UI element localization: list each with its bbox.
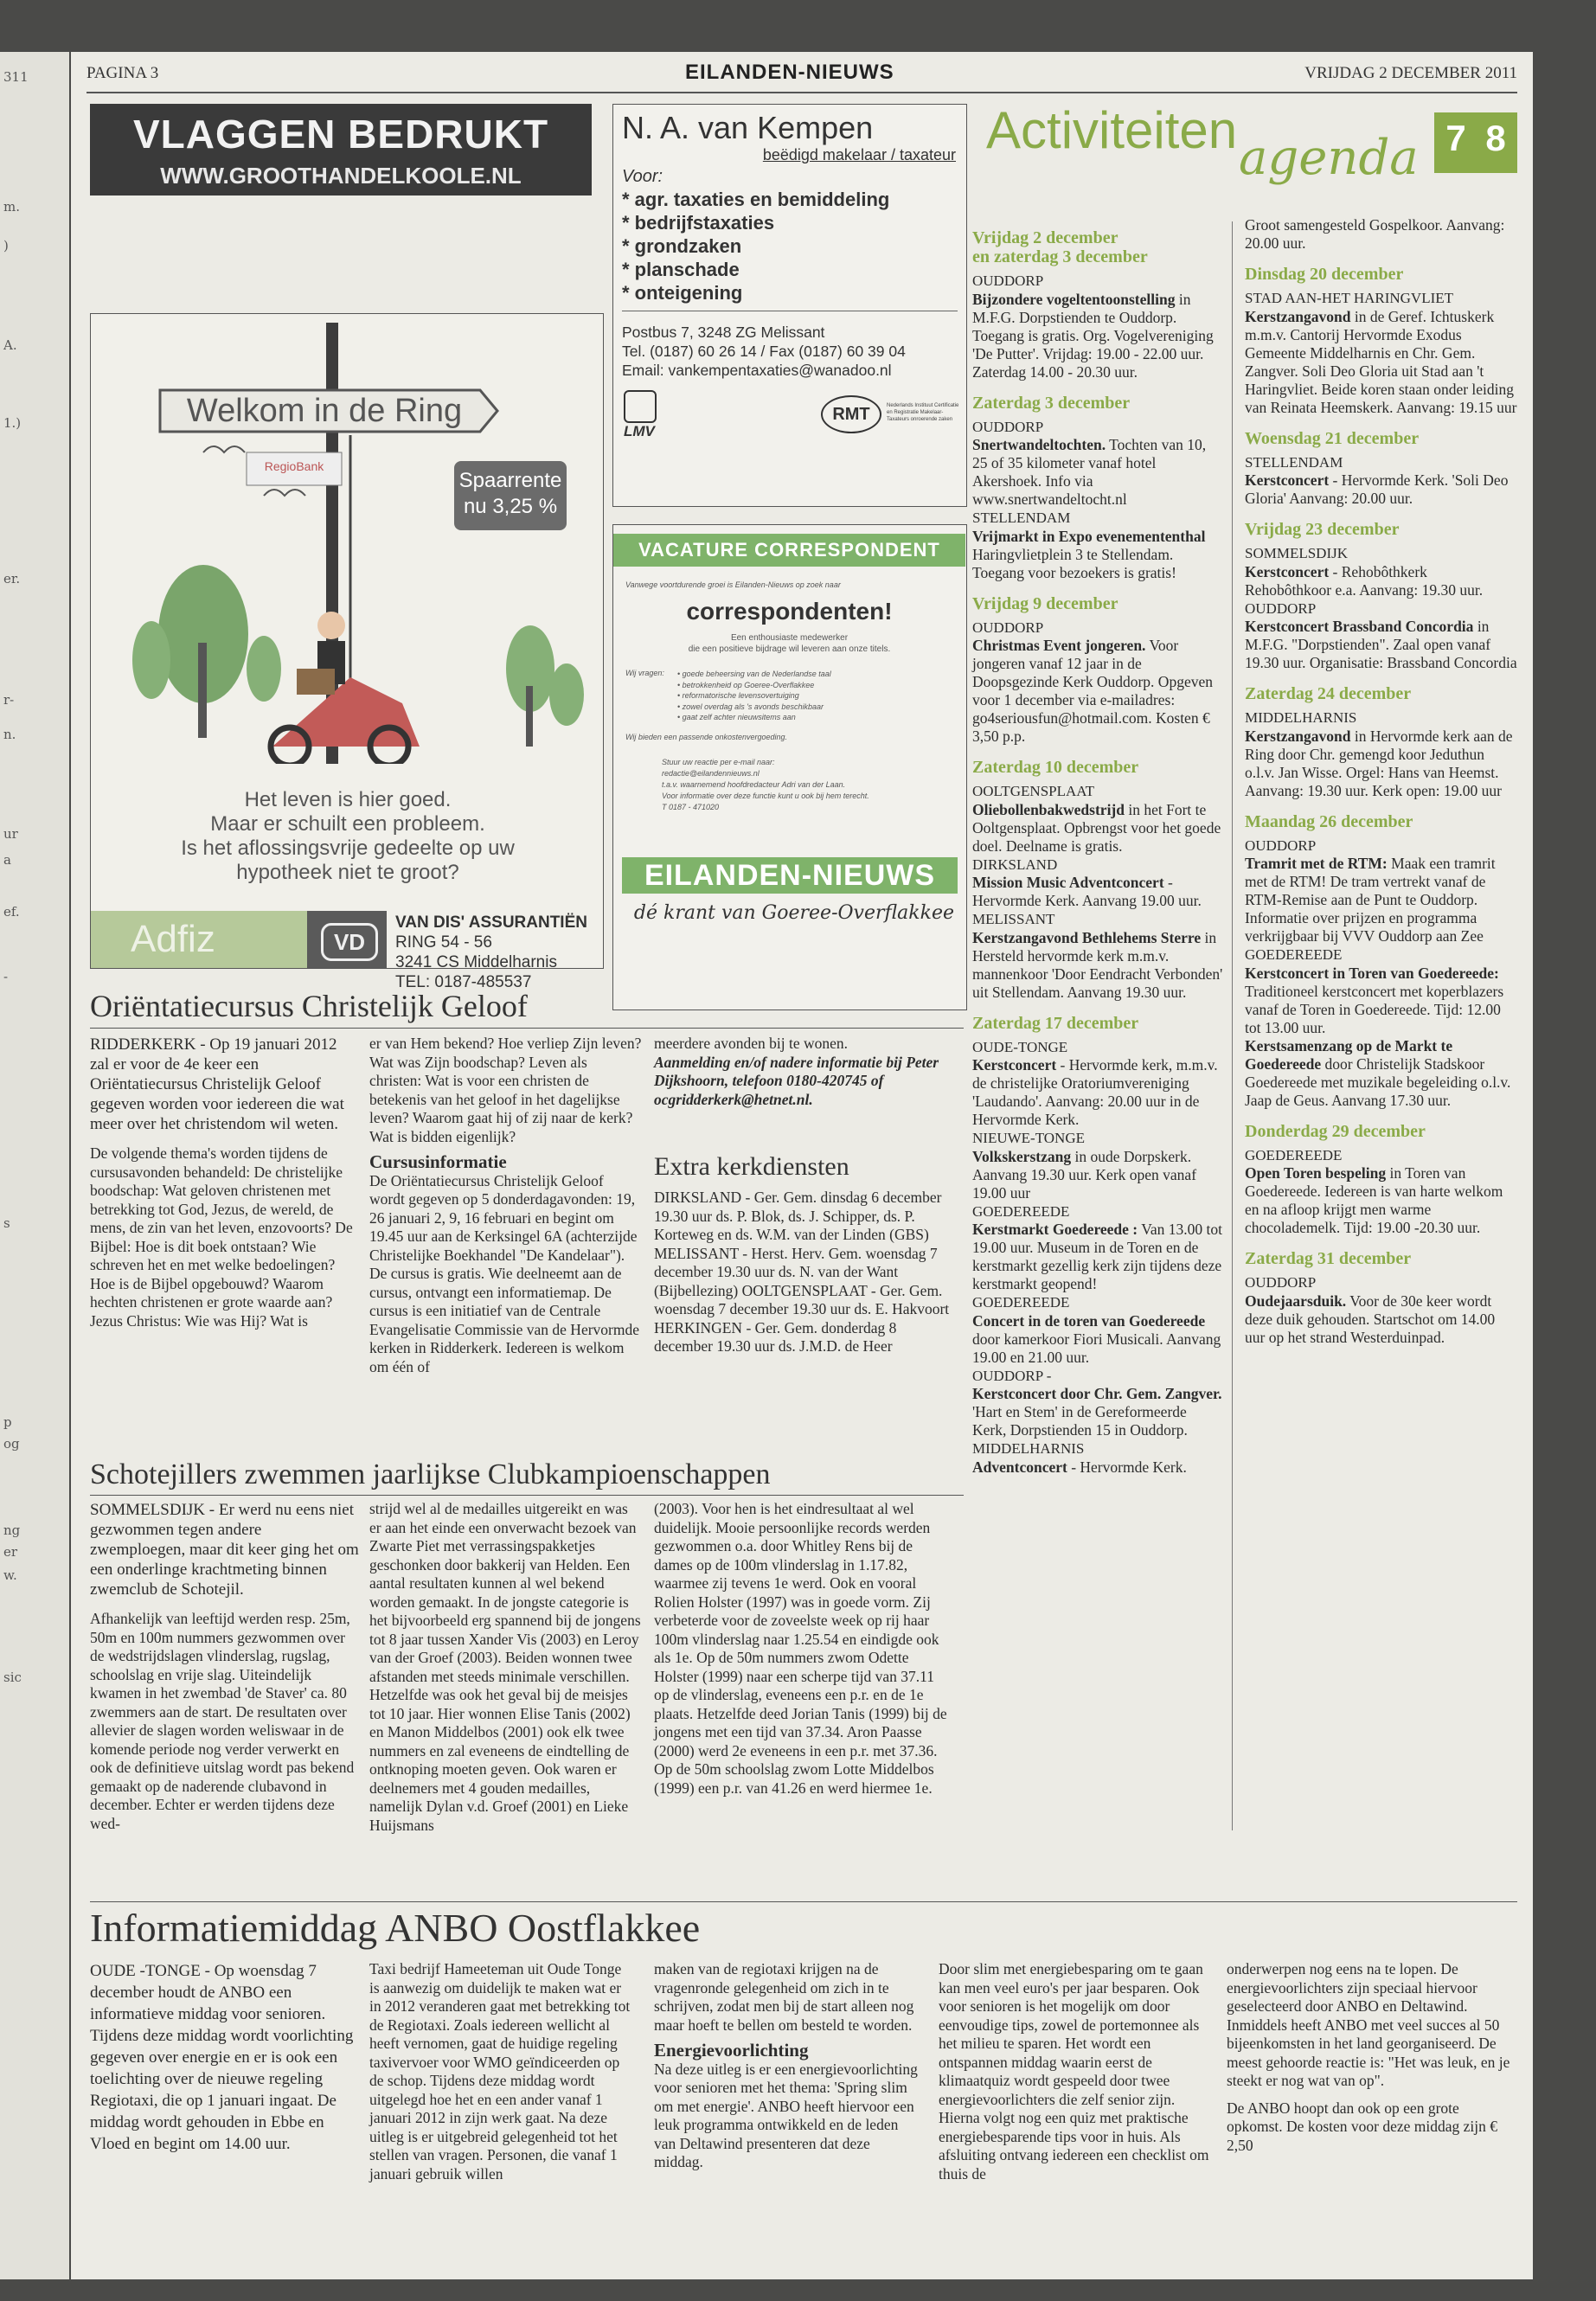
agenda-location: OUDDORP <box>1245 836 1317 854</box>
agenda-entry-text: - Rehobôthkerk Rehobôthkoor e.a. Aanvang: 19.30 uur. <box>1245 562 1484 599</box>
kempen-email: Email: vankempentaxaties@wanadoo.nl <box>622 362 892 379</box>
agenda-entry-text: in de Geref. Ichtuskerk m.m.v. Cantorij Hervormde Exodus Gemeente Middelharnis en Chr. Gem. Zangver. Soli Deo Gloria uit Stad aan 't Haringvliet. Beide koren staan onder leiding van Reinata Heemskerk. Aanvang: 19.15 uur <box>1245 307 1517 416</box>
article-zwemmen-title: Schotejillers zwemmen jaarlijkse Clubkampioenschappen <box>90 1458 771 1490</box>
agenda-day-heading: Donderdag 29 december <box>1245 1121 1426 1141</box>
vacature-intro: Vanwege voortdurende groei is Eilanden-Nieuws op zoek naar <box>625 580 841 589</box>
agenda-entry-title: Kerstmarkt Goedereede : <box>972 1221 1138 1238</box>
agenda-day-heading: Zaterdag 10 december <box>972 758 1139 777</box>
orientatie-subhead: Cursusinformatie <box>369 1151 507 1172</box>
agenda-entry-title: Oudejaarsduik. <box>1245 1292 1347 1310</box>
vandis-city: 3241 CS Middelharnis <box>395 953 557 971</box>
margin-fragment: p <box>3 1414 12 1430</box>
agenda-location: NIEUWE-TONGE <box>972 1130 1085 1146</box>
anbo-lead: OUDE -TONGE - Op woensdag 7 december houdt de ANBO een informatieve middag voor senioren. Tijdens deze middag wordt voorlichting gegeven over energie en er is ook een toelichting over de nieuwe regeling Regiotaxi, die op 1 januari ingaat. De middag wordt gehouden in Ebbe en Vloed en begint om 14.00 uur. <box>90 1962 354 2153</box>
agenda-location: STELLENDAM <box>1245 453 1343 471</box>
ring-slogan <box>91 788 605 885</box>
agenda-entry-text: Traditioneel kerstconcert met koperblazers vanaf de Toren in Goedereede. Tijd: 12.00 tot 13.00 uur. <box>1245 982 1504 1036</box>
agenda-day-heading: Vrijdag 9 december <box>972 593 1118 613</box>
vacature-contact-line: t.a.v. waarnemend hoofdredacteur Adri van der Laan. <box>662 780 846 789</box>
agenda-entry-text: Van 13.00 tot 19.00 uur. Museum in de Toren en de kerstmarkt gezellig kerk zijn tijdens deze kerstmarkt geopend! <box>972 1221 1223 1292</box>
margin-fragment: og <box>3 1436 20 1452</box>
kempen-role: beëdigd makelaar / taxateur <box>762 146 956 163</box>
zwemmen-col-3: (2003). Voor hen is het eindresultaat al wel duidelijk. Mooie persoonlijke records werden gezwommen o.a. door Whitley Rens bij de dames op de 100m vlinderslag in 1.17.82, waarmee zij tevens 1e werd. Ook en vooral Rolien Holster (1997) was in goede vorm. Zij verbeterde voor de zoveelste week op rij haar 100m vlinderslag naar 1.25.54 en eindigde ook als 1e. Op de 50m nummers zwom Odette Holster (1999) naar een scherpe tijd van 37.11 op de vlinderslag, eveneens een p.r. en de 1e plaats. Hetzelfde deed Jorian Tanis (1999) bij de jongens met een tijd van 37.34. Aron Paasse (2000) werd 2e eveneens in een p.r. met 37.36. Op de 50m schoolslag zwom Lotte Middelbos (1999) een p.r. van 41.26 en werd hiermee 1e. <box>654 1500 947 1797</box>
article-anbo-title: Informatiemiddag ANBO Oostflakkee <box>90 1906 701 1950</box>
issue-date: VRIJDAG 2 DECEMBER 2011 <box>1304 64 1517 82</box>
kempen-service-item: * grondzaken <box>622 235 742 257</box>
agenda-entry-text: door Christelijk Stadskoor Goedereede met muzikale begeleiding o.l.v. Jaap de Geus. Aanvang 17.30 uur. <box>1245 1054 1511 1109</box>
agenda-entry-text: Groot samengesteld Gospelkoor. Aanvang: 20.00 uur. <box>1245 216 1505 252</box>
vacature-offer: Wij bieden een passende onkostenvergoeding. <box>625 733 788 741</box>
agenda-entry-text: in Hervormde kerk aan de Ring door Chr. gemengd koor Jeduthun o.l.v. Jan Wisse. Orgel: Hans van Heemst. Aanvang: 19.30 uur. Kerk open: 19.00 uur <box>1245 727 1513 799</box>
agenda-location: GOEDEREEDE <box>1245 1146 1343 1163</box>
ad-flags <box>90 104 592 195</box>
adfiz-block <box>91 911 307 968</box>
agenda-entry <box>972 801 1223 856</box>
vacature-ask: Wij vragen: <box>625 669 664 677</box>
agenda-entry <box>972 929 1223 1002</box>
agenda-entry-title: Kerstsamenzang op de Markt te Goedereede <box>1245 1036 1453 1073</box>
agenda-entry-text: door kamerkoor Fiori Musicali. Aanvang 19.00 en 21.00 uur. <box>972 1330 1221 1366</box>
kerkdiensten-body: DIRKSLAND - Ger. Gem. dinsdag 6 december 19.30 uur ds. P. Blok, ds. J. Schipper, ds. P. Korteweg en ds. W.M. van der Linden (GBS) MELISSANT - Herst. Herv. Gem. woensdag 7 december 19.30 uur ds. N. van der Want (Bijbellezing) OOLTGENSPLAAT - Ger. Gem. woensdag 7 december 19.30 uur ds. E. Hakvoort HERKINGEN - Ger. Gem. donderdag 8 december 19.30 uur ds. J.M.D. de Heer <box>654 1189 950 1355</box>
agenda-entry-title: Tramrit met de RTM: <box>1245 855 1388 872</box>
kempen-address: Postbus 7, 3248 ZG Melissant <box>622 324 825 341</box>
orientatie-lead: RIDDERKERK - Op 19 januari 2012 zal er voor de 4e keer een Oriëntatiecursus Christelijk Geloof gegeven worden voor iedereen die wat meer over het christendom wil weten. <box>90 1035 344 1133</box>
agenda-location: MIDDELHARNIS <box>1245 709 1357 726</box>
kempen-service-item: * planschade <box>622 259 740 280</box>
agenda-entry-title: Kerstconcert <box>1245 562 1330 580</box>
agenda-title: Activiteiten <box>986 101 1238 159</box>
vandis-name: VAN DIS' ASSURANTIËN <box>395 913 587 932</box>
agenda-location: MIDDELHARNIS <box>972 1440 1085 1457</box>
agenda-entry-title: Open Toren bespeling <box>1245 1164 1387 1182</box>
vacature-bullet: • goede beheersing van de Nederlandse taal <box>677 670 831 678</box>
zwemmen-body-1: Afhankelijk van leeftijd werden resp. 25m, 50m en 100m nummers gezwommen over de wedstrijdslagen vlinderslag, rugslag, schoolslag en vrije slag. Uiteindelijk kwamen in het zwembad 'de Staver' ca. 80 zwemmers aan de start. De resultaten over allevier de slagen worden weliswaar in de komende periode nog verder verwerkt en ook de definitieve uitslag wordt pas bekend gemaakt op de naderende clubavond in december. Echter er werden tijdens deze wed- <box>90 1610 355 1832</box>
agenda-entry-title: Bijzondere vogeltentoonstelling <box>972 290 1176 308</box>
agenda-entry-title: Kerstconcert in Toren van Goedereede: <box>1245 964 1499 982</box>
ring-rate: Spaarrente nu 3,25 % <box>458 469 562 518</box>
margin-fragment: sic <box>3 1670 22 1685</box>
agenda-entry <box>1245 216 1517 253</box>
vd-logo-block <box>307 911 387 968</box>
anbo-top-rule <box>90 1901 1517 1902</box>
agenda-entry-text: in M.F.G. Dorpstienden te Ouddorp. Toegang is gratis. Org. Vogelvereniging 'De Putter'. Vrijdag: 19.00 - 22.00 uur. Zaterdag 14.00 - 20.30 uur. <box>972 290 1214 381</box>
agenda-entry-text: in het Fort te Ooltgensplaat. Opbrengst voor het goede doel. Deelname is gratis. <box>972 800 1221 855</box>
regiobank-logo: RegioBank <box>264 459 324 473</box>
agenda-entry-title: Snertwandeltochten. <box>972 436 1106 453</box>
agenda-entry <box>972 1221 1223 1293</box>
margin-strip <box>0 52 69 2279</box>
margin-fragment: n. <box>3 727 16 742</box>
vacature-sub: Een enthousiaste medewerker die een positieve bijdrage wil leveren aan onze titels. <box>688 633 891 654</box>
agenda-location: STELLENDAM <box>972 510 1071 526</box>
agenda-entry-text: - Hervormde Kerk. <box>1067 1458 1187 1476</box>
agenda-entry <box>1245 727 1517 800</box>
agenda-entry-title: Volkskerstzang <box>972 1147 1072 1165</box>
orientatie-body-1: De volgende thema's worden tijdens de cursusavonden behandeld: De christelijke boodschap: Wat geloven christenen met betrekking tot God, Jezus, de wereld, de mens, de zin van het leven, enzovoorts? De Bijbel: Hoe is dit boek ontstaan? Wie schreven het en met welke bedoelingen? Hoe is de Bijbel opgebouwd? Waarom hechten christenen er grote waarde aan? Jezus Christus: Wie was Hij? Wat is <box>90 1144 353 1330</box>
agenda-entry <box>972 436 1223 509</box>
agenda-day-heading: Woensdag 21 december <box>1245 428 1420 448</box>
agenda-entry-title: Kerstconcert Brassband Concordia <box>1245 618 1474 635</box>
zwemmen-col-2: strijd wel al de medailles uitgereikt en was er aan het einde een onverwacht bezoek van Zwarte Piet met verrassingspakketjes geschonken door bakkerij van Helden. Een aantal resultaten kunnen al wel bekend worden gemaakt. In de jongste categorie is het bijvoorbeeld erg spannend bij de jongens tot 8 jaar tussen Xander Vis (2003) en Leroy van der Groef (2003). Beiden wonnen twee afstanden met steeds minimale verschillen. Hetzelfde was ook het geval bij de meisjes tot 10 jaar. Hier wonnen Elise Tanis (2002) en Manon Middelbos (2001) ook elk twee nummers en zal eveneens de eindtelling de ontknoping moeten geven. Ook waren er deelnemers met 4 gouden medailles, namelijk Dylan v.d. Groef (2001) en Lieke Huijsmans <box>369 1500 641 1834</box>
orientatie-col-3 <box>654 1035 948 1109</box>
anbo-col-1 <box>90 1960 365 2155</box>
agenda-entry <box>1245 308 1517 417</box>
margin-fragment: a <box>3 852 11 868</box>
article-kerkdiensten-title: Extra kerkdiensten <box>654 1152 849 1181</box>
agenda-entry-text: in Toren van Goedereede. Iedereen is van harte welkom en na afloop krijgt men warme chocolademelk. Tijd: 19.00 -20.30 uur. <box>1245 1164 1503 1236</box>
kempen-service-item: * onteigening <box>622 282 743 304</box>
ring-slogan-line: hypotheek niet te groot? <box>236 861 459 884</box>
agenda-entry-title: Adventconcert <box>972 1458 1067 1476</box>
agenda-entry <box>1245 965 1517 1037</box>
zwemmen-lead: SOMMELSDIJK - Er werd nu eens niet gezwommen tegen andere zwemploegen, maar dit keer ging het om een onderlinge krachtmeting binnen zwemclub de Schotejil. <box>90 1501 359 1599</box>
agenda-entry-title: Oliebollenbakwedstrijd <box>972 800 1125 818</box>
anbo-col-3 <box>654 1960 922 2172</box>
agenda-location: STAD AAN-HET HARINGVLIET <box>1245 290 1454 306</box>
agenda-day-heading: Zaterdag 24 december <box>1245 684 1412 703</box>
ad-welkom-in-de-ring <box>90 313 604 991</box>
ring-slogan-line: Het leven is hier goed. <box>244 788 452 811</box>
orientatie-body-3b: Aanmelding en/of nadere informatie bij Peter Dijkshoorn, telefoon 0180-420745 of ocgridderkerk@hetnet.nl. <box>654 1053 939 1108</box>
agenda-day-heading: Vrijdag 2 december en zaterdag 3 december <box>972 228 1148 266</box>
agenda-entry-title: Kerstzangavond Bethlehems Sterre <box>972 928 1202 946</box>
agenda-location: OUDDORP <box>1245 599 1317 617</box>
agenda-entry <box>1245 563 1517 599</box>
ad-flags-title: VLAGGEN BEDRUKT <box>132 112 549 157</box>
agenda-location: SOMMELSDIJK <box>1245 545 1349 561</box>
margin-fragment: ef. <box>3 904 20 920</box>
ring-slogan-line: Is het aflossingsvrije gedeelte op uw <box>181 836 515 860</box>
margin-fragment: ) <box>3 238 9 253</box>
agenda-entry-text: Maak een tramrit met de RTM! De tram vertrekt vanaf de RTM-Remise aan de Punt te Ouddorp. Informatie over prijzen en programma verkrijgbaar bij VVV Ouddorp aan Zee <box>1245 855 1496 945</box>
agenda-entry <box>972 1312 1223 1367</box>
vacature-bullet: • gaat zelf achter nieuwsitems aan <box>677 713 796 721</box>
anbo-col-4: Door slim met energiebesparing om te gaan kan men veel euro's per jaar besparen. Ook voor senioren is het mogelijk om door eenvoudige tips, zowel de portemonnee als het milieu te sparen. Het wordt een ontspannen middag waarin eerst de klimaatquiz wordt gespeeld door twee energievoorlichters die zelf senior zijn. Hierna volgt nog een quiz met praktische energiebesparende tips voor in huis. Als afsluiting ontvang iedereen een checklist om thuis de <box>939 1960 1209 2182</box>
orientatie-body-2a: er van Hem bekend? Hoe verliep Zijn leven? Wat was Zijn boodschap? Leven als christen: Wat is voor een christen de betekenis van het geloof in het dagelijkse leven? Waarom gaat hij of zij naar de kerk? Wat is bidden eigenlijk? <box>369 1035 642 1145</box>
vacature-contact-line: Voor informatie over deze functie kunt u ook bij hem terecht. <box>662 792 869 800</box>
vacature-contact <box>662 757 869 813</box>
agenda-day-heading: Vrijdag 23 december <box>1245 520 1400 539</box>
orientatie-body-3a: meerdere avonden bij te wonen. <box>654 1035 849 1052</box>
ring-sign-text: Welkom in de Ring <box>186 393 463 429</box>
margin-fragment: 1.) <box>3 415 22 431</box>
vacature-headline: correspondenten! <box>686 598 893 625</box>
margin-fragment: 311 <box>3 69 29 85</box>
agenda-entry-text: 'Hart en Stem' in de Gereformeerde Kerk, Dorpstienden 15 in Ouddorp. <box>972 1403 1188 1439</box>
agenda-location: OUDDORP <box>972 619 1044 636</box>
vacature-contact-line: redactie@eilandennieuws.nl <box>662 769 760 778</box>
agenda-location: OOLTGENSPLAAT <box>972 783 1095 799</box>
agenda-entry-title: Kerstconcert door Chr. Gem. Zangver. <box>972 1385 1222 1402</box>
vacature-bullet: • zowel overdag als 's avonds beschikbaar <box>677 702 824 711</box>
kempen-voor: Voor: <box>622 167 663 186</box>
agenda-entry-text: Voor jongeren vanaf 12 jaar in de Doopsgezinde Kerk Ouddorp. Opgeven voor 1 december via e-mailadres: go4seriousfun@hotmail.com. Kosten € 3,50 p.p. <box>972 637 1213 745</box>
rmt-text: Nederlands Instituut Certificatie en Registratie Makelaar-Taxateurs onroerende zaken <box>887 403 959 422</box>
vacature-contact-line: Stuur uw reactie per e-mail naar: <box>662 758 775 766</box>
anbo-body-3b: Na deze uitleg is er een energievoorlichting voor senioren met het thema: 'Spring slim om met energie'. ANBO heeft hiervoor een leuk programma ontwikkeld en de leden van Deltawind presenteren dat deze middag. <box>654 2060 918 2170</box>
orientatie-body-2b: De Oriëntatiecursus Christelijk Geloof wordt gegeven op 5 donderdagavonden: 19, 26 januari 2, 9, 16 februari en begint om 19.45 uur aan de Kerksingel 6A (achterzijde Christelijke Boekhandel "De Kandelaar"). De cursus is gratis. Wie deelneemt aan de cursus, ontvangt een informatiemap. De cursus is een initiatief van de Centrale Evangelisatie Commissie van de Hervormde kerken in Ridderkerk. Iedereen is welkom om één of <box>369 1171 640 1375</box>
agenda-day-heading: Maandag 26 december <box>1245 811 1413 831</box>
kempen-services <box>622 188 889 304</box>
orientatie-col-1 <box>90 1035 354 1330</box>
agenda-day-heading: Zaterdag 31 december <box>1245 1249 1412 1268</box>
agenda-subtitle: agenda <box>1239 130 1419 186</box>
agenda-entry-text: Haringvlietplein 3 te Stellendam. Toegang voor bezoekers is gratis! <box>972 545 1176 581</box>
agenda-day-heading: Dinsdag 20 december <box>1245 265 1404 284</box>
margin-fragment: er <box>3 1544 18 1560</box>
page-number: PAGINA 3 <box>87 64 159 82</box>
agenda-entry-title: Kerstconcert <box>1245 471 1330 489</box>
agenda-entry <box>972 1458 1223 1477</box>
agenda-day-heading: Zaterdag 3 december <box>972 393 1131 413</box>
anbo-body-5a: onderwerpen nog eens na te lopen. De energievoorlichters zijn speciaal hiervoor geselecteerd door ANBO en Deltawind. Inmiddels heeft ANBO met veel succes al 50 bijeenkomsten in het land georganiseerd. De meest gehoorde reactie is: "Het was leuk, en je steekt er nog wat van op". <box>1227 1960 1510 2089</box>
kempen-service-item: * bedrijfstaxaties <box>622 212 775 234</box>
agenda-entry-text: - Hervormde Kerk. Aanvang 19.00 uur. <box>972 874 1202 909</box>
margin-fragment: A. <box>3 337 17 353</box>
agenda-entry <box>1245 1164 1517 1237</box>
agenda-entry-text: - Hervormde kerk, m.m.v. de christelijke Oratoriumvereniging 'Laudando'. Aanvang: 20.00 uur in de Hervormde Kerk. <box>972 1056 1218 1128</box>
ad-van-kempen <box>612 104 967 507</box>
agenda-entry-text: in Hersteld hervormde kerk m.m.v. mannenkoor 'Door Eendracht Verbonden' uit Stellendam. Aanvang 19.30 uur. <box>972 928 1223 1001</box>
agenda-day-heading: Zaterdag 17 december <box>972 1013 1139 1033</box>
calendar-badge-icon <box>1434 112 1517 173</box>
agenda-entry-text: - Hervormde Kerk. 'Soli Deo Gloria' Aanvang: 20.00 uur. <box>1245 471 1509 507</box>
agenda-location: OUDDORP <box>972 418 1044 435</box>
agenda-entry-text: Tochten van 10, 25 of 35 kilometer vanaf hotel Akershoek. Info via www.snertwandeltocht.nl <box>972 436 1207 508</box>
article-orientatie-title: Oriëntatiecursus Christelijk Geloof <box>90 989 528 1023</box>
margin-fragment: ng <box>3 1522 21 1538</box>
orientatie-rule <box>90 1028 964 1029</box>
ad-vacature <box>612 524 967 1010</box>
agenda-entry-title: Kerstzangavond <box>1245 307 1351 325</box>
agenda-column-2 <box>1245 216 1517 1347</box>
rmt-logo: RMT <box>821 395 881 433</box>
agenda-entry <box>1245 471 1517 508</box>
agenda-entry-text: Voor de 30e keer wordt deze duik gehouden. Startschot om 14.00 uur op het strand Westerduinpad. <box>1245 1292 1496 1346</box>
agenda-location: GOEDEREEDE <box>972 1202 1070 1220</box>
agenda-entry <box>972 637 1223 746</box>
newspaper-page <box>71 52 1533 2279</box>
agenda-location: GOEDEREEDE <box>1245 946 1343 963</box>
agenda-entry <box>1245 618 1517 672</box>
agenda-entry <box>972 1148 1223 1202</box>
margin-fragment: - <box>3 969 9 984</box>
agenda-entry <box>972 874 1223 910</box>
vandis-tel: TEL: 0187-485537 <box>395 973 532 991</box>
ring-illustration <box>91 314 605 764</box>
anbo-subhead: Energievoorlichting <box>654 2040 809 2061</box>
margin-fragment: ur <box>3 826 18 842</box>
agenda-entry-title: Kerstzangavond <box>1245 727 1351 745</box>
agenda-location: DIRKSLAND <box>972 856 1058 873</box>
agenda-entry-title: Kerstconcert <box>972 1056 1057 1074</box>
agenda-entry-title: Vrijmarkt in Expo evenemententhal <box>972 527 1206 545</box>
margin-fragment: m. <box>3 199 20 215</box>
anbo-col-5 <box>1227 1960 1514 2155</box>
margin-fragment: er. <box>3 571 21 586</box>
orientatie-col-2 <box>369 1035 642 1376</box>
agenda-entry <box>1245 855 1517 945</box>
vacature-banner: VACATURE CORRESPONDENT <box>613 534 965 567</box>
lmv-label: LMV <box>624 423 655 439</box>
lmv-logo-icon <box>624 390 657 423</box>
vandis-street: RING 54 - 56 <box>395 933 492 952</box>
vandis-contact <box>395 913 587 992</box>
agenda-entry-text: in oude Dorpskerk. Aanvang 19.30 uur. Kerk open vanaf 19.00 uur <box>972 1147 1197 1202</box>
ring-slogan-line: Maar er schuilt een probleem. <box>210 812 485 836</box>
eilanden-nieuws-slogan: dé krant van Goeree-Overflakkee <box>633 902 954 924</box>
masthead: EILANDEN-NIEUWS <box>685 61 894 84</box>
agenda-location: OUDDORP <box>1245 1274 1317 1291</box>
badge-right: 8 <box>1485 118 1506 158</box>
agenda-entry <box>1245 1037 1517 1110</box>
adfiz-logo: Adfiz <box>131 918 215 960</box>
anbo-body-5b: De ANBO hoopt dan ook op een grote opkomst. De kosten voor deze middag zijn € 2,50 <box>1227 2099 1497 2154</box>
agenda-location: OUDDORP - <box>972 1367 1052 1384</box>
vd-logo: VD <box>321 923 378 961</box>
zwemmen-col-1 <box>90 1500 360 1833</box>
agenda-entry-text: in M.F.G. "Dorpstienden". Zaal open vanaf 19.30 uur. Organisatie: Brassband Concordia <box>1245 618 1517 671</box>
kempen-contact <box>622 323 906 380</box>
vacature-bullet: • betrokkenheid op Goeree-Overflakkee <box>677 680 815 689</box>
agenda-location: GOEDEREEDE <box>972 1294 1070 1311</box>
agenda-location: OUDE-TONGE <box>972 1038 1068 1055</box>
kempen-service-item: * agr. taxaties en bemiddeling <box>622 189 890 210</box>
ad-flags-url: WWW.GROOTHANDELKOOLE.NL <box>160 163 522 189</box>
vacature-contact-line: T 0187 - 471020 <box>662 803 720 811</box>
agenda-entry-title: Christmas Event jongeren. <box>972 637 1146 654</box>
agenda-column-rule <box>1232 221 1233 1830</box>
margin-fragment: w. <box>3 1567 17 1583</box>
anbo-body-3a: maken van de regiotaxi krijgen na de vragenronde gelegenheid om zich in te schrijven, zodat men bij de start alleen nog maar hoeft te bellen om besteld te worden. <box>654 1960 914 2034</box>
agenda-entry <box>1245 1292 1517 1347</box>
kempen-name: N. A. van Kempen <box>622 110 874 145</box>
agenda-column-1 <box>972 216 1223 1477</box>
agenda-location: MELISSANT <box>972 911 1055 927</box>
agenda-location: OUDDORP <box>972 272 1044 289</box>
agenda-entry <box>972 1056 1223 1129</box>
eilanden-nieuws-logo: EILANDEN-NIEUWS <box>622 857 958 894</box>
vacature-bullet: • reformatorische levensovertuiging <box>677 691 799 700</box>
anbo-col-2: Taxi bedrijf Hameeteman uit Oude Tonge is aanwezig om duidelijk te maken wat er in 2012 veranderen gaat met betrekking tot de Regiotaxi. Zoals iedereen wellicht al heeft vernomen, gaat de huidige regeling taxivervoer voor WMO geïndiceerden op de schop. Tijdens deze middag wordt uitgelegd hoe het en een ander vanaf 1 januari 2012 in zijn werk gaat. Na deze uitleg is er uitgebreid gelegenheid tot het stellen van vragen. Personen, die vanaf 1 januari gebruik willen <box>369 1960 631 2182</box>
kempen-tel: Tel. (0187) 60 26 14 / Fax (0187) 60 39 04 <box>622 343 906 360</box>
agenda-entry <box>972 1385 1223 1439</box>
margin-fragment: r- <box>3 692 15 708</box>
agenda-entry <box>972 528 1223 582</box>
agenda-entry <box>972 291 1223 381</box>
header-rule <box>87 92 1517 93</box>
badge-left: 7 <box>1445 118 1466 158</box>
agenda-entry-title: Concert in de toren van Goedereede <box>972 1311 1206 1330</box>
zwemmen-rule <box>90 1495 964 1496</box>
vacature-bullets <box>677 669 831 723</box>
margin-fragment: s <box>3 1215 10 1231</box>
agenda-entry-title: Mission Music Adventconcert <box>972 874 1164 891</box>
